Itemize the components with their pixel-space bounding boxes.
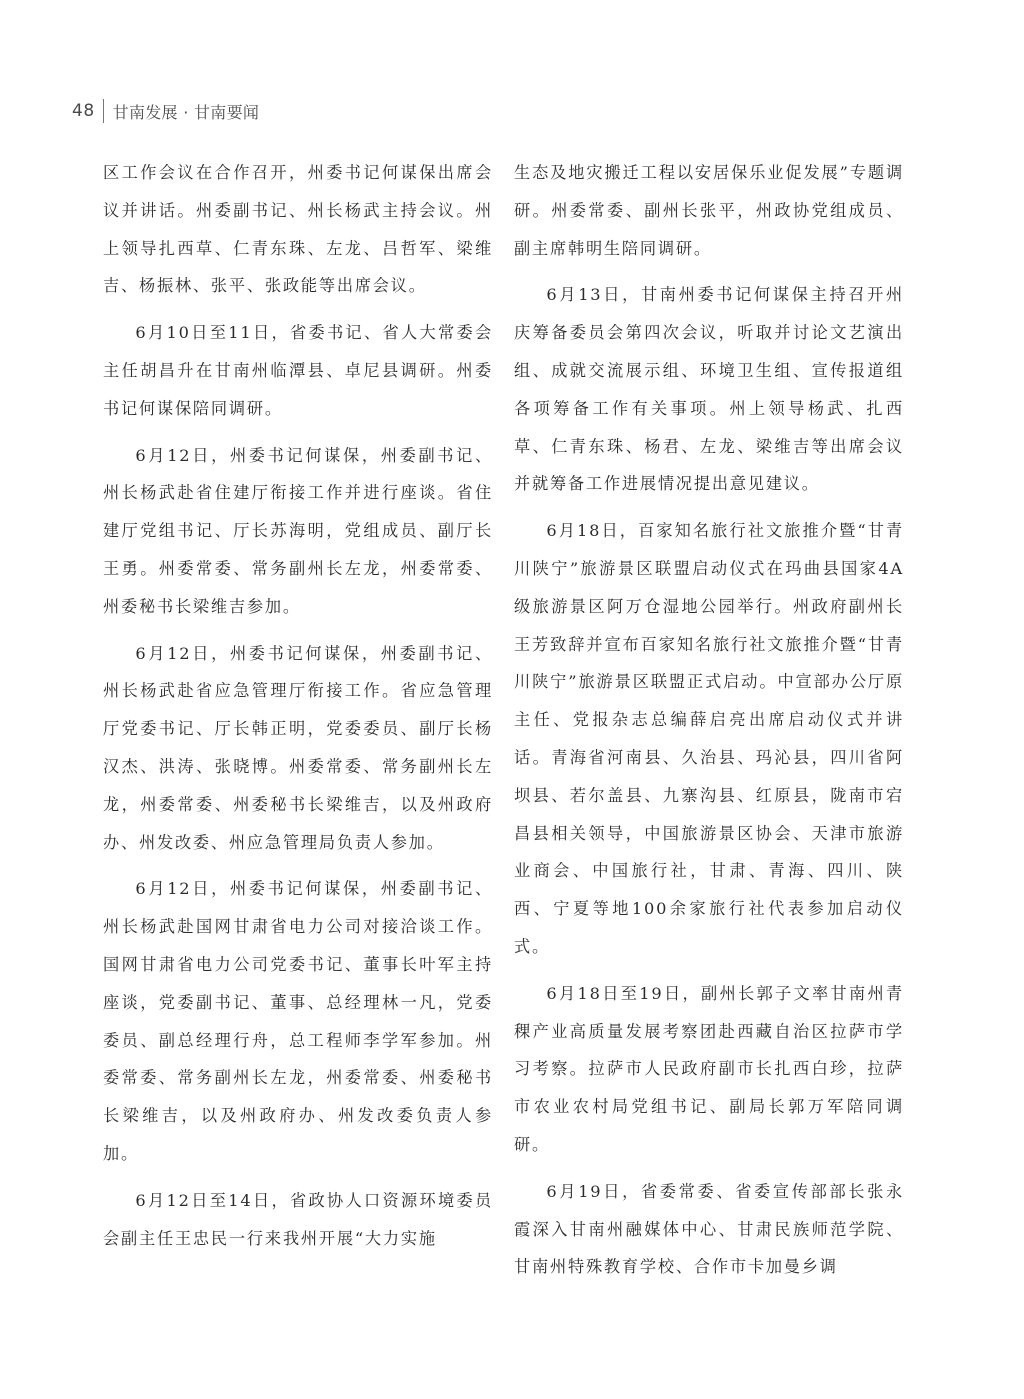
paragraph: 6月18日至19日，副州长郭子文率甘南州青稞产业高质量发展考察团赴西藏自治区拉萨市学习考察。拉萨市人民政府副市长扎西白珍，拉萨市农业农村局党组书记、副局长郭万军陪同调研。 — [514, 983, 904, 1154]
paragraph: 6月18日，百家知名旅行社文旅推介暨“甘青川陕宁”旅游景区联盟启动仪式在玛曲县国家4A级旅游景区阿万仓湿地公园举行。州政府副州长王芳致辞并宣布百家知名旅行社文旅推介暨“甘青川陕宁”旅游景区联盟正式启动。中宣部办公厅原主任、党报杂志总编薛启亮出席启动仪式并讲话。青海省河南县、久治县、玛沁县，四川省阿坝县、若尔盖县、九寨沟县、红原县，陇南市宕昌县相关领导，中国旅游景区协会、天津市旅游业商会、中国旅行社，甘肃、青海、四川、陕西、宁夏等地100余家旅行社代表参加启动仪式。 — [514, 521, 904, 956]
right-column — [514, 154, 904, 1295]
paragraph: 6月13日，甘南州委书记何谋保主持召开州庆筹备委员会第四次会议，听取并讨论文艺演出组、成就交流展示组、环境卫生组、宣传报道组各项筹备工作有关事项。州上领导杨武、扎西草、仁青东珠、杨君、左龙、梁维吉等出席会议并就筹备工作进展情况提出意见建议。 — [514, 285, 904, 494]
section-title: 甘南发展 · 甘南要闻 — [112, 102, 260, 122]
header-divider — [103, 99, 104, 123]
paragraph: 6月12日，州委书记何谋保，州委副书记、州长杨武赴国网甘肃省电力公司对接洽谈工作。国网甘肃省电力公司党委书记、董事长叶军主持座谈，党委副书记、董事、总经理林一凡，党委委员、副总经理行舟，总工程师李学军参加。州委常委、常务副州长左龙，州委常委、州委秘书长梁维吉，以及州政府办、州发改委负责人参加。 — [103, 879, 493, 1163]
paragraph: 6月12日至14日，省政协人口资源环境委员会副主任王忠民一行来我州开展“大力实施 — [103, 1190, 493, 1248]
paragraph: 区工作会议在合作召开，州委书记何谋保出席会议并讲话。州委副书记、州长杨武主持会议。州上领导扎西草、仁青东珠、左龙、吕哲军、梁维吉、杨振林、张平、张政能等出席会议。 — [103, 163, 493, 296]
paragraph: 6月12日，州委书记何谋保，州委副书记、州长杨武赴省应急管理厅衔接工作。省应急管理厅党委书记、厅长韩正明，党委委员、副厅长杨汉杰、洪涛、张晓博。州委常委、常务副州长左龙，州委常委、州委秘书长梁维吉，以及州政府办、州发改委、州应急管理局负责人参加。 — [103, 643, 493, 852]
paragraph: 6月10日至11日，省委书记、省人大常委会主任胡昌升在甘南州临潭县、卓尼县调研。州委书记何谋保陪同调研。 — [103, 323, 493, 418]
paragraph: 6月19日，省委常委、省委宣传部部长张永霞深入甘南州融媒体中心、甘肃民族师范学院、甘南州特殊教育学校、合作市卡加曼乡调 — [514, 1181, 904, 1277]
page-header — [72, 96, 259, 126]
left-column — [103, 154, 493, 1266]
paragraph: 生态及地灾搬迁工程以安居保乐业促发展”专题调研。州委常委、副州长张平，州政协党组成员、副主席韩明生陪同调研。 — [514, 163, 904, 258]
page-number: 48 — [72, 101, 95, 121]
paragraph: 6月12日，州委书记何谋保，州委副书记、州长杨武赴省住建厅衔接工作并进行座谈。省住建厅党组书记、厅长苏海明，党组成员、副厅长王勇。州委常委、常务副州长左龙，州委常委、州委秘书长梁维吉参加。 — [103, 445, 493, 616]
